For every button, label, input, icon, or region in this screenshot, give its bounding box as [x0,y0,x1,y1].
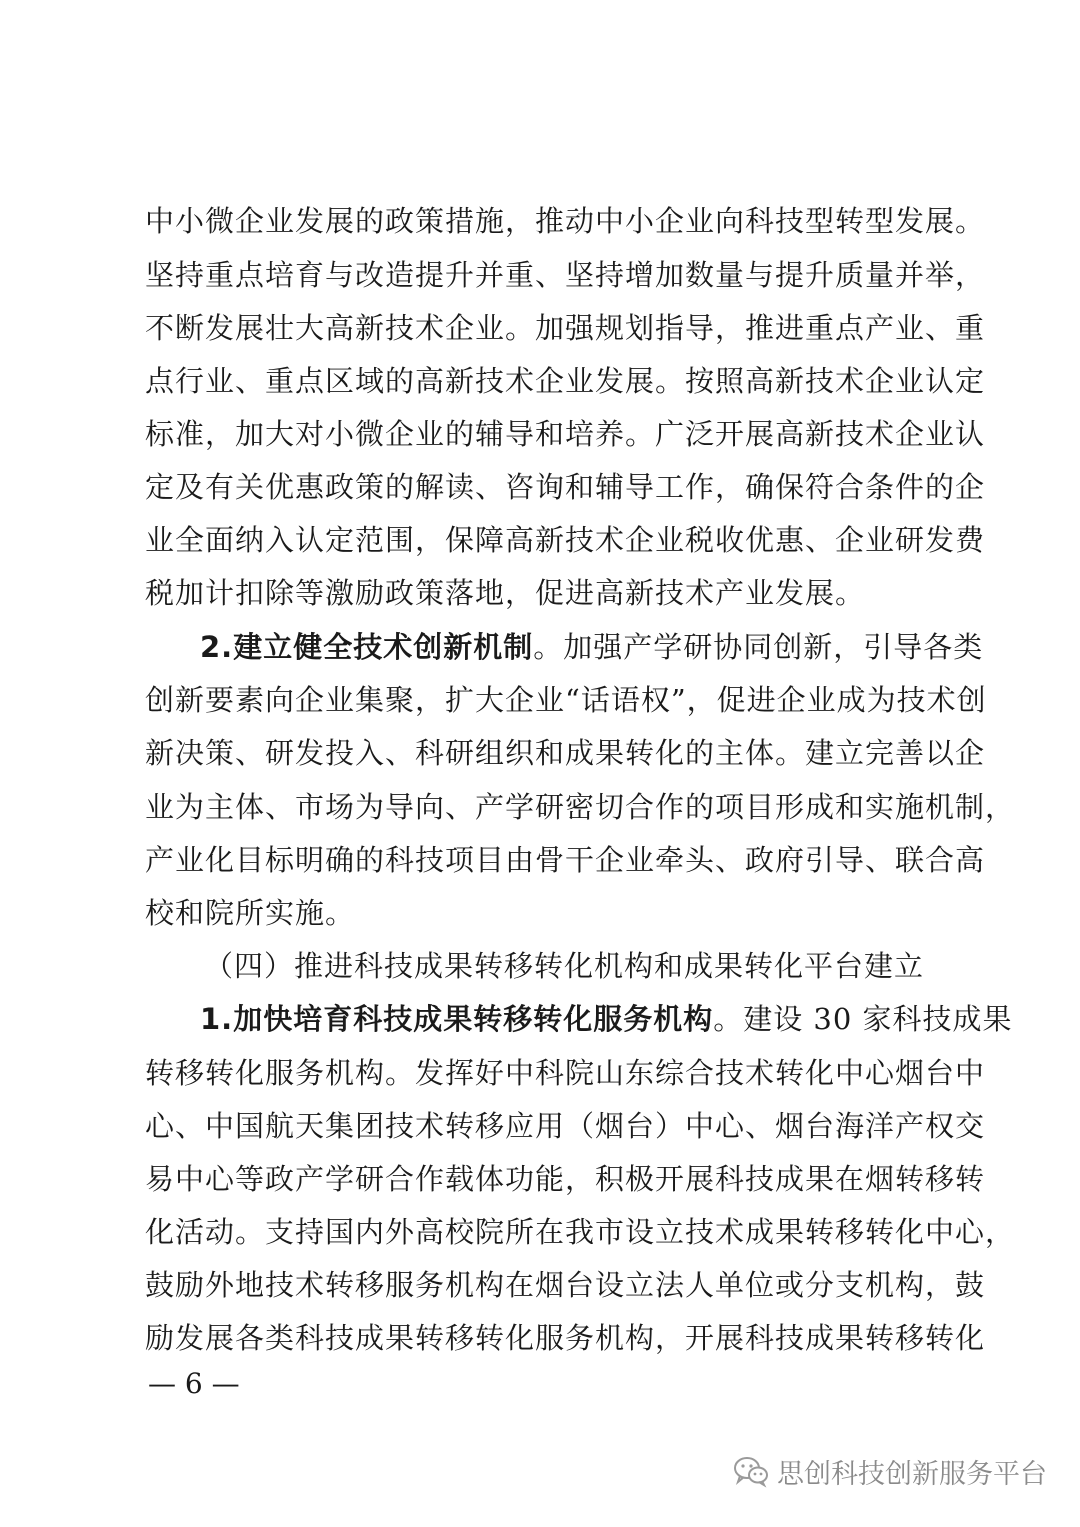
text-line: 产业化目标明确的科技项目由骨干企业牵头、政府引导、联合高 [145,843,986,877]
watermark-text: 思创科技创新服务平台 [777,1458,1047,1490]
text-line: 1.加快培育科技成果转移转化服务机构。建设 30 家科技成果 [200,1002,1013,1036]
text-line: 坚持重点培育与改造提升并重、坚持增加数量与提升质量并举， [145,258,986,292]
wechat-icon [733,1456,769,1486]
text-line: 定及有关优惠政策的解读、咨询和辅导工作，确保符合条件的企 [145,470,986,504]
text-line: 不断发展壮大高新技术企业。加强规划指导，推进重点产业、重 [145,311,986,345]
text-line: 税加计扣除等激励政策落地，促进高新技术产业发展。 [145,576,866,610]
section-heading: 2.建立健全技术创新机制 [200,630,534,664]
text-line: 易中心等政产学研合作载体功能，积极开展科技成果在烟转移转 [145,1162,986,1196]
text-line: 新决策、研发投入、科研组织和成果转化的主体。建立完善以企 [145,736,986,770]
text-line: 业全面纳入认定范围，保障高新技术企业税收优惠、企业研发费 [145,523,986,557]
text-line: 校和院所实施。 [145,896,356,930]
text-line: 2.建立健全技术创新机制。加强产学研协同创新，引导各类 [200,630,984,664]
section-heading: 1.加快培育科技成果转移转化服务机构 [200,1002,714,1036]
text-line: 鼓励外地技术转移服务机构在烟台设立法人单位或分支机构，鼓 [145,1268,986,1302]
text-line: 点行业、重点区域的高新技术企业发展。按照高新技术企业认定 [145,364,986,398]
subsection-title: （四）推进科技成果转移转化机构和成果转化平台建立 [204,949,925,983]
text-line: 励发展各类科技成果转移转化服务机构，开展科技成果转移转化 [145,1321,986,1355]
text-line: 中小微企业发展的政策措施，推动中小企业向科技型转型发展。 [145,204,986,238]
text-line: 转移转化服务机构。发挥好中科院山东综合技术转化中心烟台中 [145,1056,986,1090]
text-line: 心、中国航天集团技术转移应用（烟台）中心、烟台海洋产权交 [145,1109,986,1143]
text-line: 标准，加大对小微企业的辅导和培养。广泛开展高新技术企业认 [145,417,986,451]
watermark [733,1451,1047,1491]
text-line: 创新要素向企业集聚，扩大企业“话语权”，促进企业成为技术创 [145,683,987,717]
page-number: — 6 — [148,1367,240,1400]
text-line: 业为主体、市场为导向、产学研密切合作的项目形成和实施机制， [145,790,1016,824]
text-line: 化活动。支持国内外高校院所在我市设立技术成果转移转化中心， [145,1215,1016,1249]
